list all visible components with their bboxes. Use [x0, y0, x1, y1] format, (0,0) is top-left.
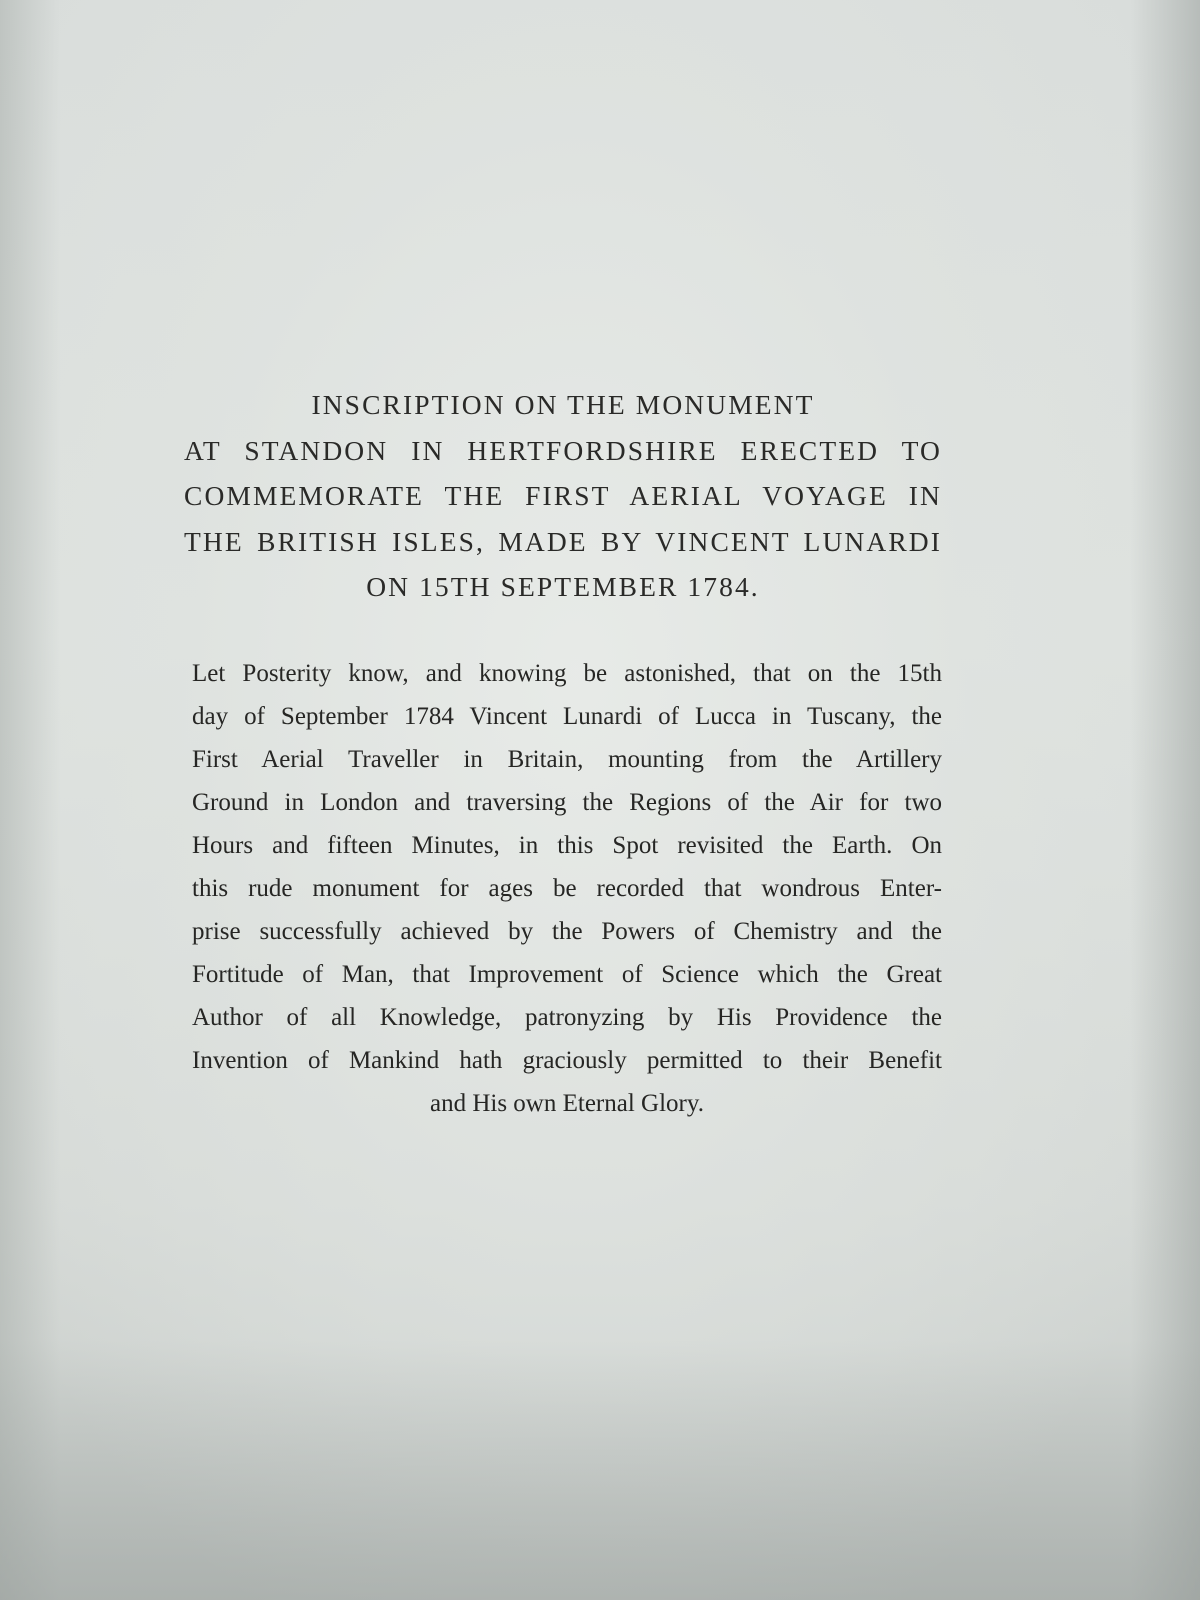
inscription-line: Let Posterity know, and knowing be astonished, that on the 15th	[192, 660, 942, 687]
heading-line: COMMEMORATE THE FIRST AERIAL VOYAGE IN	[184, 480, 942, 511]
inscription-text	[192, 652, 942, 1125]
inscription-line: prise successfully achieved by the Powers of Chemistry and the	[192, 918, 942, 945]
heading-line: THE BRITISH ISLES, MADE BY VINCENT LUNARDI	[184, 525, 942, 557]
inscription-line: day of September 1784 Vincent Lunardi of Lucca in Tuscany, the	[192, 703, 942, 730]
heading-line: ON 15TH SEPTEMBER 1784.	[366, 571, 760, 602]
inscription-line: Fortitude of Man, that Improvement of Science which the Great	[192, 961, 942, 988]
inscription-line: Invention of Mankind hath graciously permitted to their Benefit	[192, 1047, 942, 1074]
inscription-line: Ground in London and traversing the Regions of the Air for two	[192, 789, 942, 816]
page-shadow-bottom	[0, 1340, 1200, 1600]
heading-line: AT STANDON IN HERTFORDSHIRE ERECTED TO	[184, 434, 942, 466]
heading-line: INSCRIPTION ON THE MONUMENT	[311, 389, 815, 420]
inscription-line: First Aerial Traveller in Britain, mounting from the Artillery	[192, 746, 942, 773]
inscription-line: Author of all Knowledge, patronyzing by His Providence the	[192, 1004, 942, 1031]
inscription-line: Hours and fifteen Minutes, in this Spot revisited the Earth. On	[192, 832, 942, 859]
inscription-line: and His own Eternal Glory.	[429, 1090, 704, 1117]
inscription-line: this rude monument for ages be recorded that wondrous Enter-	[192, 875, 942, 902]
inscription-heading	[184, 382, 942, 610]
